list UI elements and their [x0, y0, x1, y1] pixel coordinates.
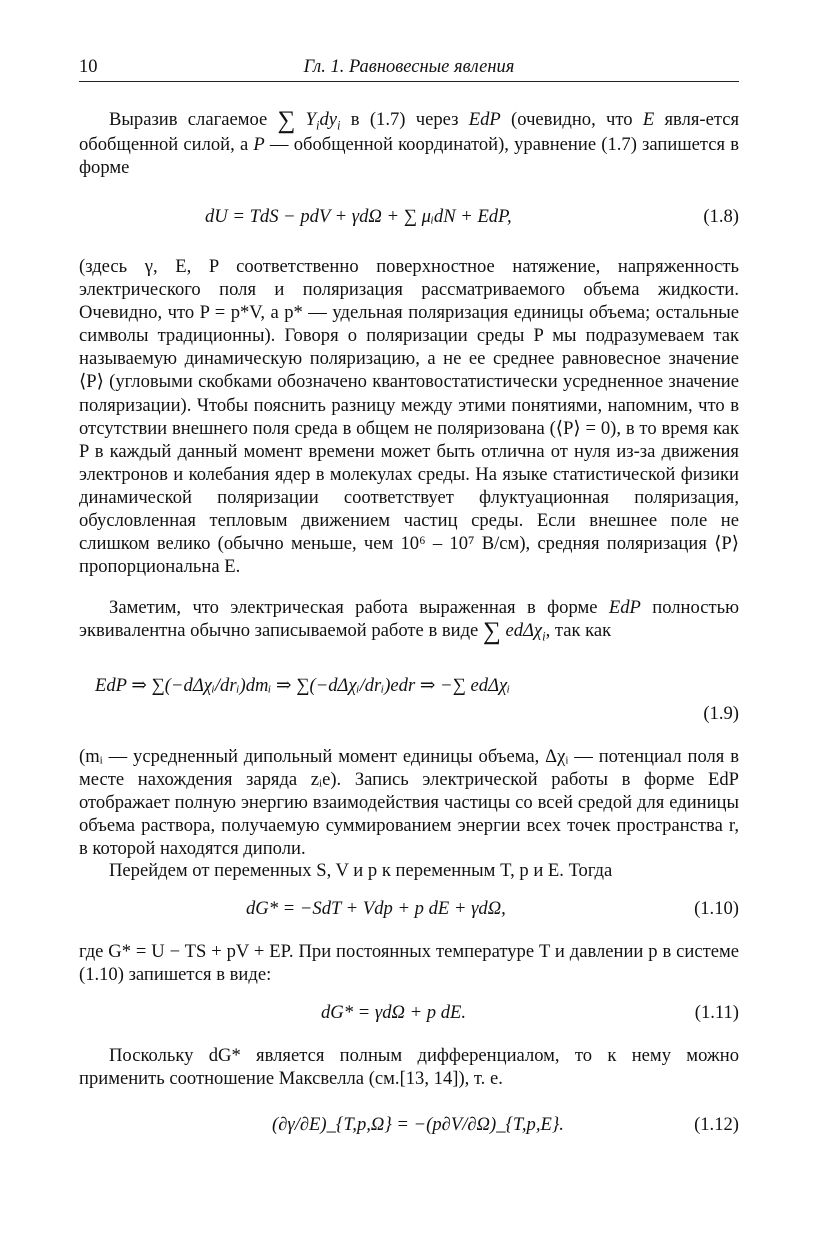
equation-1-11-number: (1.11) [694, 1002, 739, 1023]
equation-1-11-body: dG* = γdΩ + p dE. [321, 1002, 467, 1023]
paragraph-7: Поскольку dG* является полным дифференциалом, то к нему можно применить соотношение Максвелла (см.[13, 14]), т. е. [79, 1045, 739, 1090]
page-number: 10 [79, 57, 98, 77]
equation-1-11 [79, 1002, 739, 1030]
equation-1-10-number: (1.10) [694, 898, 739, 919]
equation-1-8-number: (1.8) [703, 206, 739, 227]
paragraph-2: (здесь γ, E, P соответственно поверхностное натяжение, напряженность электрического поля и поляризация рассматриваемого объема жидкости. Очевидно, что P = p*V, а p* — удельная поляризация единицы объема; остальные символы традиционны). Говоря о поляризации среды P мы подразумеваем так называемую динамическую поляризацию, а не ее среднее равновесное значение ⟨P⟩ (угловыми скобками обозначено квантовостатистически усредненное значение поляризации). Чтобы пояснить разницу между этими понятиями, напомним, что в отсутствии внешнего поля среда в общем не поляризована (⟨P⟩ = 0), в то время как P в каждый данный момент времени может быть отлична от нуля из-за движения электронов и колебания ядер в молекулах среды. На языке статистической физики динамической поляризации соответствует флуктуационная поляризация, обусловленная тепловым движением частиц среды. Если внешнее поле не слишком велико (обычно меньше, чем 10⁶ – 10⁷ В/см), средняя поляризация ⟨P⟩ пропорциональна E. [79, 256, 739, 578]
equation-1-10 [79, 898, 739, 926]
equation-1-12 [79, 1114, 739, 1142]
equation-1-8 [79, 206, 739, 234]
equation-1-10-body: dG* = −SdT + Vdp + p dE + γdΩ, [246, 898, 506, 919]
equation-1-12-number: (1.12) [694, 1114, 739, 1135]
equation-1-9-number: (1.9) [703, 703, 739, 724]
paragraph-6: где G* = U − TS + pV + EP. При постоянных температуре T и давлении p в системе (1.10) запишется в виде: [79, 941, 739, 986]
equation-1-12-body: (∂γ/∂E)_{T,p,Ω} = −(p∂V/∂Ω)_{T,p,E}. [272, 1114, 564, 1135]
equation-1-8-body: dU = TdS − pdV + γdΩ + ∑ μᵢdN + EdP, [205, 206, 512, 227]
paragraph-4: (mᵢ — усредненный дипольный момент единицы объема, Δχᵢ — потенциал поля в месте нахождения заряда zᵢe). Запись электрической работы в форме EdP отображает полную энергию взаимодействия частицы со всей средой для единицы объема раствора, получаемую суммированием энергии всех точек пространства r, в которой находятся диполи. [79, 746, 739, 860]
chapter-title: Гл. 1. Равновесные явления [303, 57, 515, 77]
equation-1-9-body: EdP ⇒ ∑(−dΔχᵢ/drᵢ)dmᵢ ⇒ ∑(−dΔχᵢ/drᵢ)edr ⇒ −∑ edΔχᵢ [95, 675, 511, 696]
paragraph-3: Заметим, что электрическая работа выраженная в форме EdP полностью эквивалентна обычно записываемой работе в виде ∑ edΔχ$_i$, так как [79, 597, 740, 646]
equation-1-9-number-row [79, 703, 739, 731]
equation-1-9 [79, 675, 739, 703]
paragraph-1: Выразив слагаемое ∑ $Y_idy_i$ в (1.7) через EdP (очевидно, что E явля-ется обобщенной силой, а P — обобщенной координатой), уравнение (1.7) запишется в форме [79, 107, 739, 179]
running-header [79, 57, 739, 82]
paragraph-5: Перейдем от переменных S, V и p к переменным T, p и E. Тогда [109, 860, 613, 881]
